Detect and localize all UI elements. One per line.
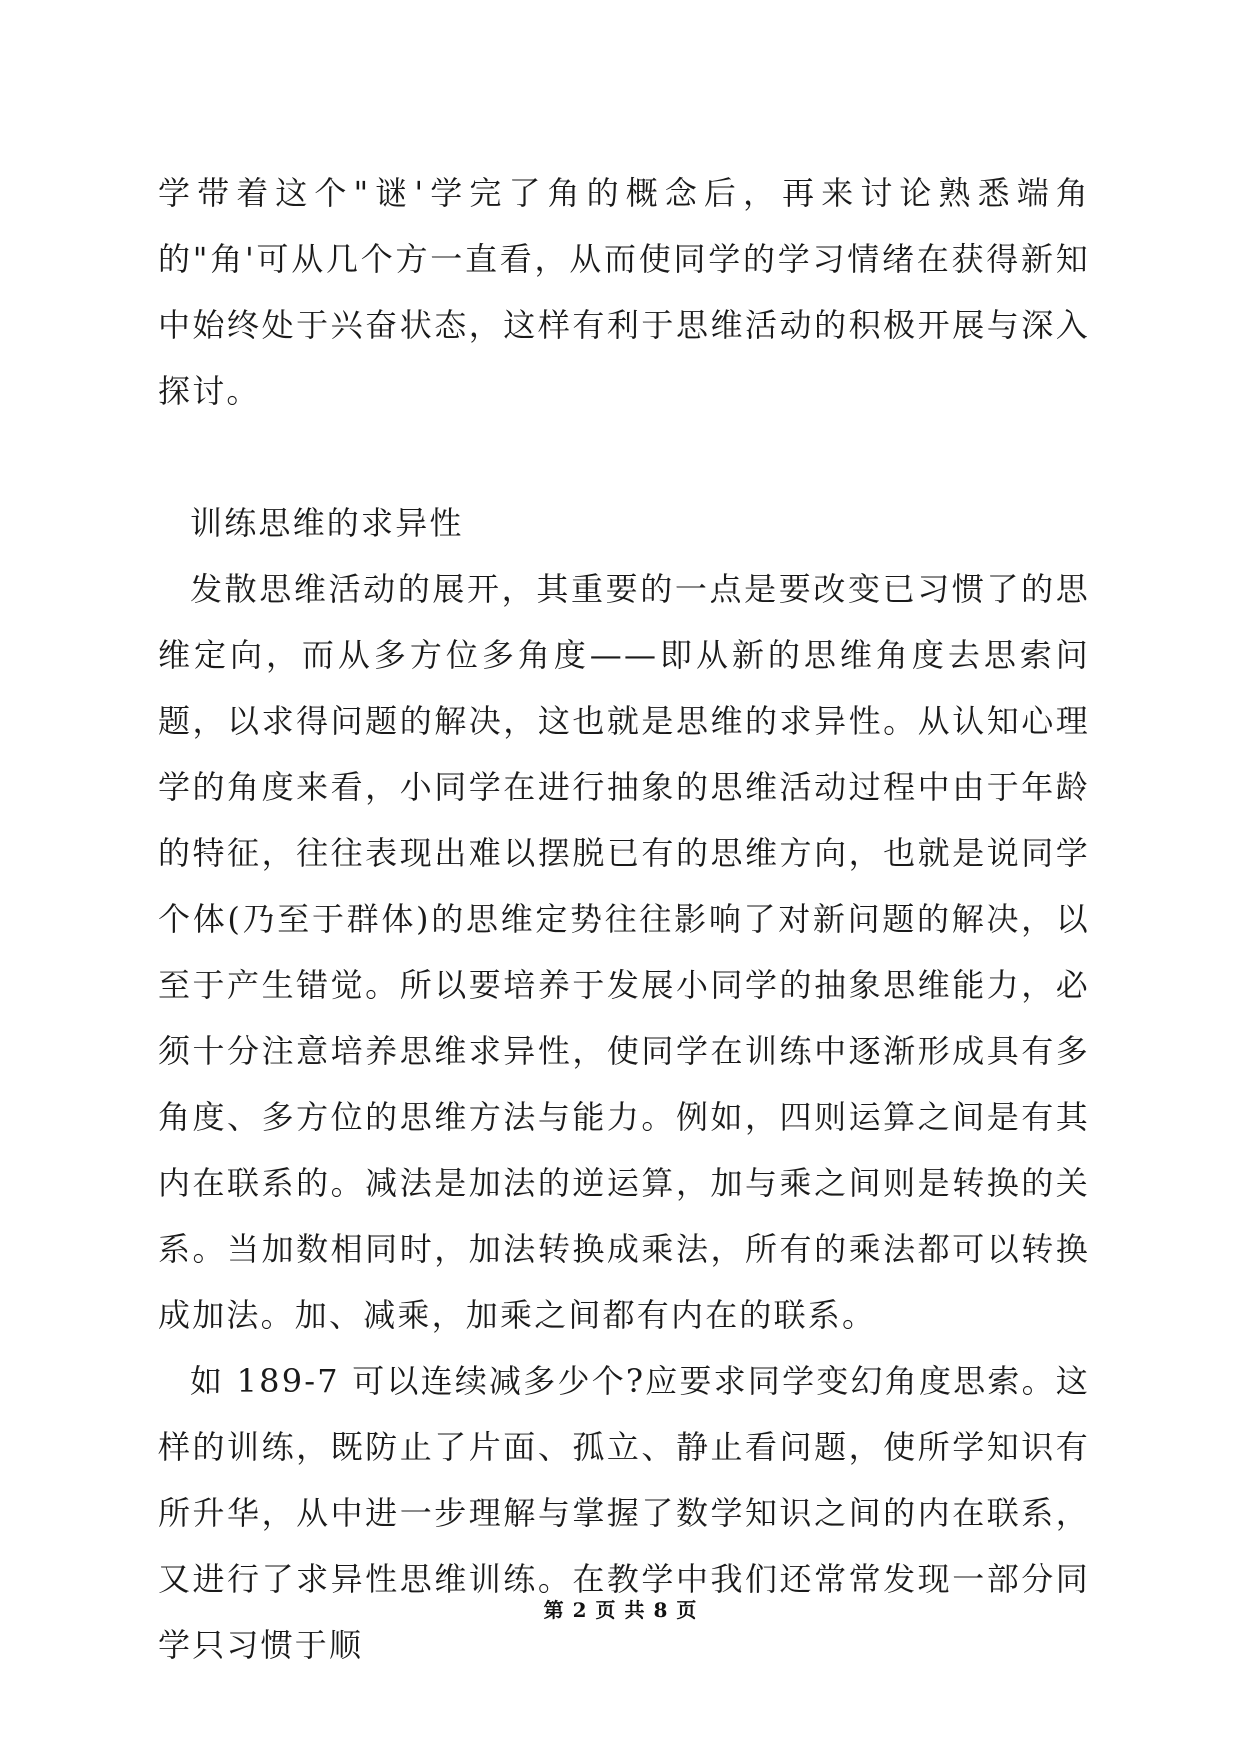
paragraph-1: 学带着这个"谜'学完了角的概念后，再来讨论熟悉端角的"角'可从几个方一直看，从而使同学的学习情绪在获得新知中始终处于兴奋状态，这样有利于思维活动的积极开展与深入探讨。 (158, 174, 1090, 410)
paragraph-3: 如 189-7 可以连续减多少个?应要求同学变幻角度思索。这样的训练，既防止了片面、孤立、静止看问题，使所学知识有所升华，从中进一步理解与掌握了数学知识之间的内在联系，又进行了求异性思维训练。在教学中我们还常常发现一部分同学只习惯于顺 (158, 1362, 1090, 1664)
section-heading: 训练思维的求异性 (190, 504, 464, 542)
page-footer: 第 2 页 共 8 页 (543, 1598, 698, 1622)
paragraph-2: 发散思维活动的展开，其重要的一点是要改变已习惯了的思维定向，而从多方位多角度——即从新的思维角度去思索问题，以求得问题的解决，这也就是思维的求异性。从认知心理学的角度来看，小同学在进行抽象的思维活动过程中由于年龄的特征，往往表现出难以摆脱已有的思维方向，也就是说同学个体(乃至于群体)的思维定势往往影响了对新问题的解决，以至于产生错觉。所以要培养于发展小同学的抽象思维能力，必须十分注意培养思维求异性，使同学在训练中逐渐形成具有多角度、多方位的思维方法与能力。例如，四则运算之间是有其内在联系的。减法是加法的逆运算，加与乘之间则是转换的关系。当加数相同时，加法转换成乘法，所有的乘法都可以转换成加法。加、减乘，加乘之间都有内在的联系。 (158, 570, 1090, 1334)
paragraph-spacer (158, 424, 1090, 490)
document-body (158, 160, 1090, 1678)
